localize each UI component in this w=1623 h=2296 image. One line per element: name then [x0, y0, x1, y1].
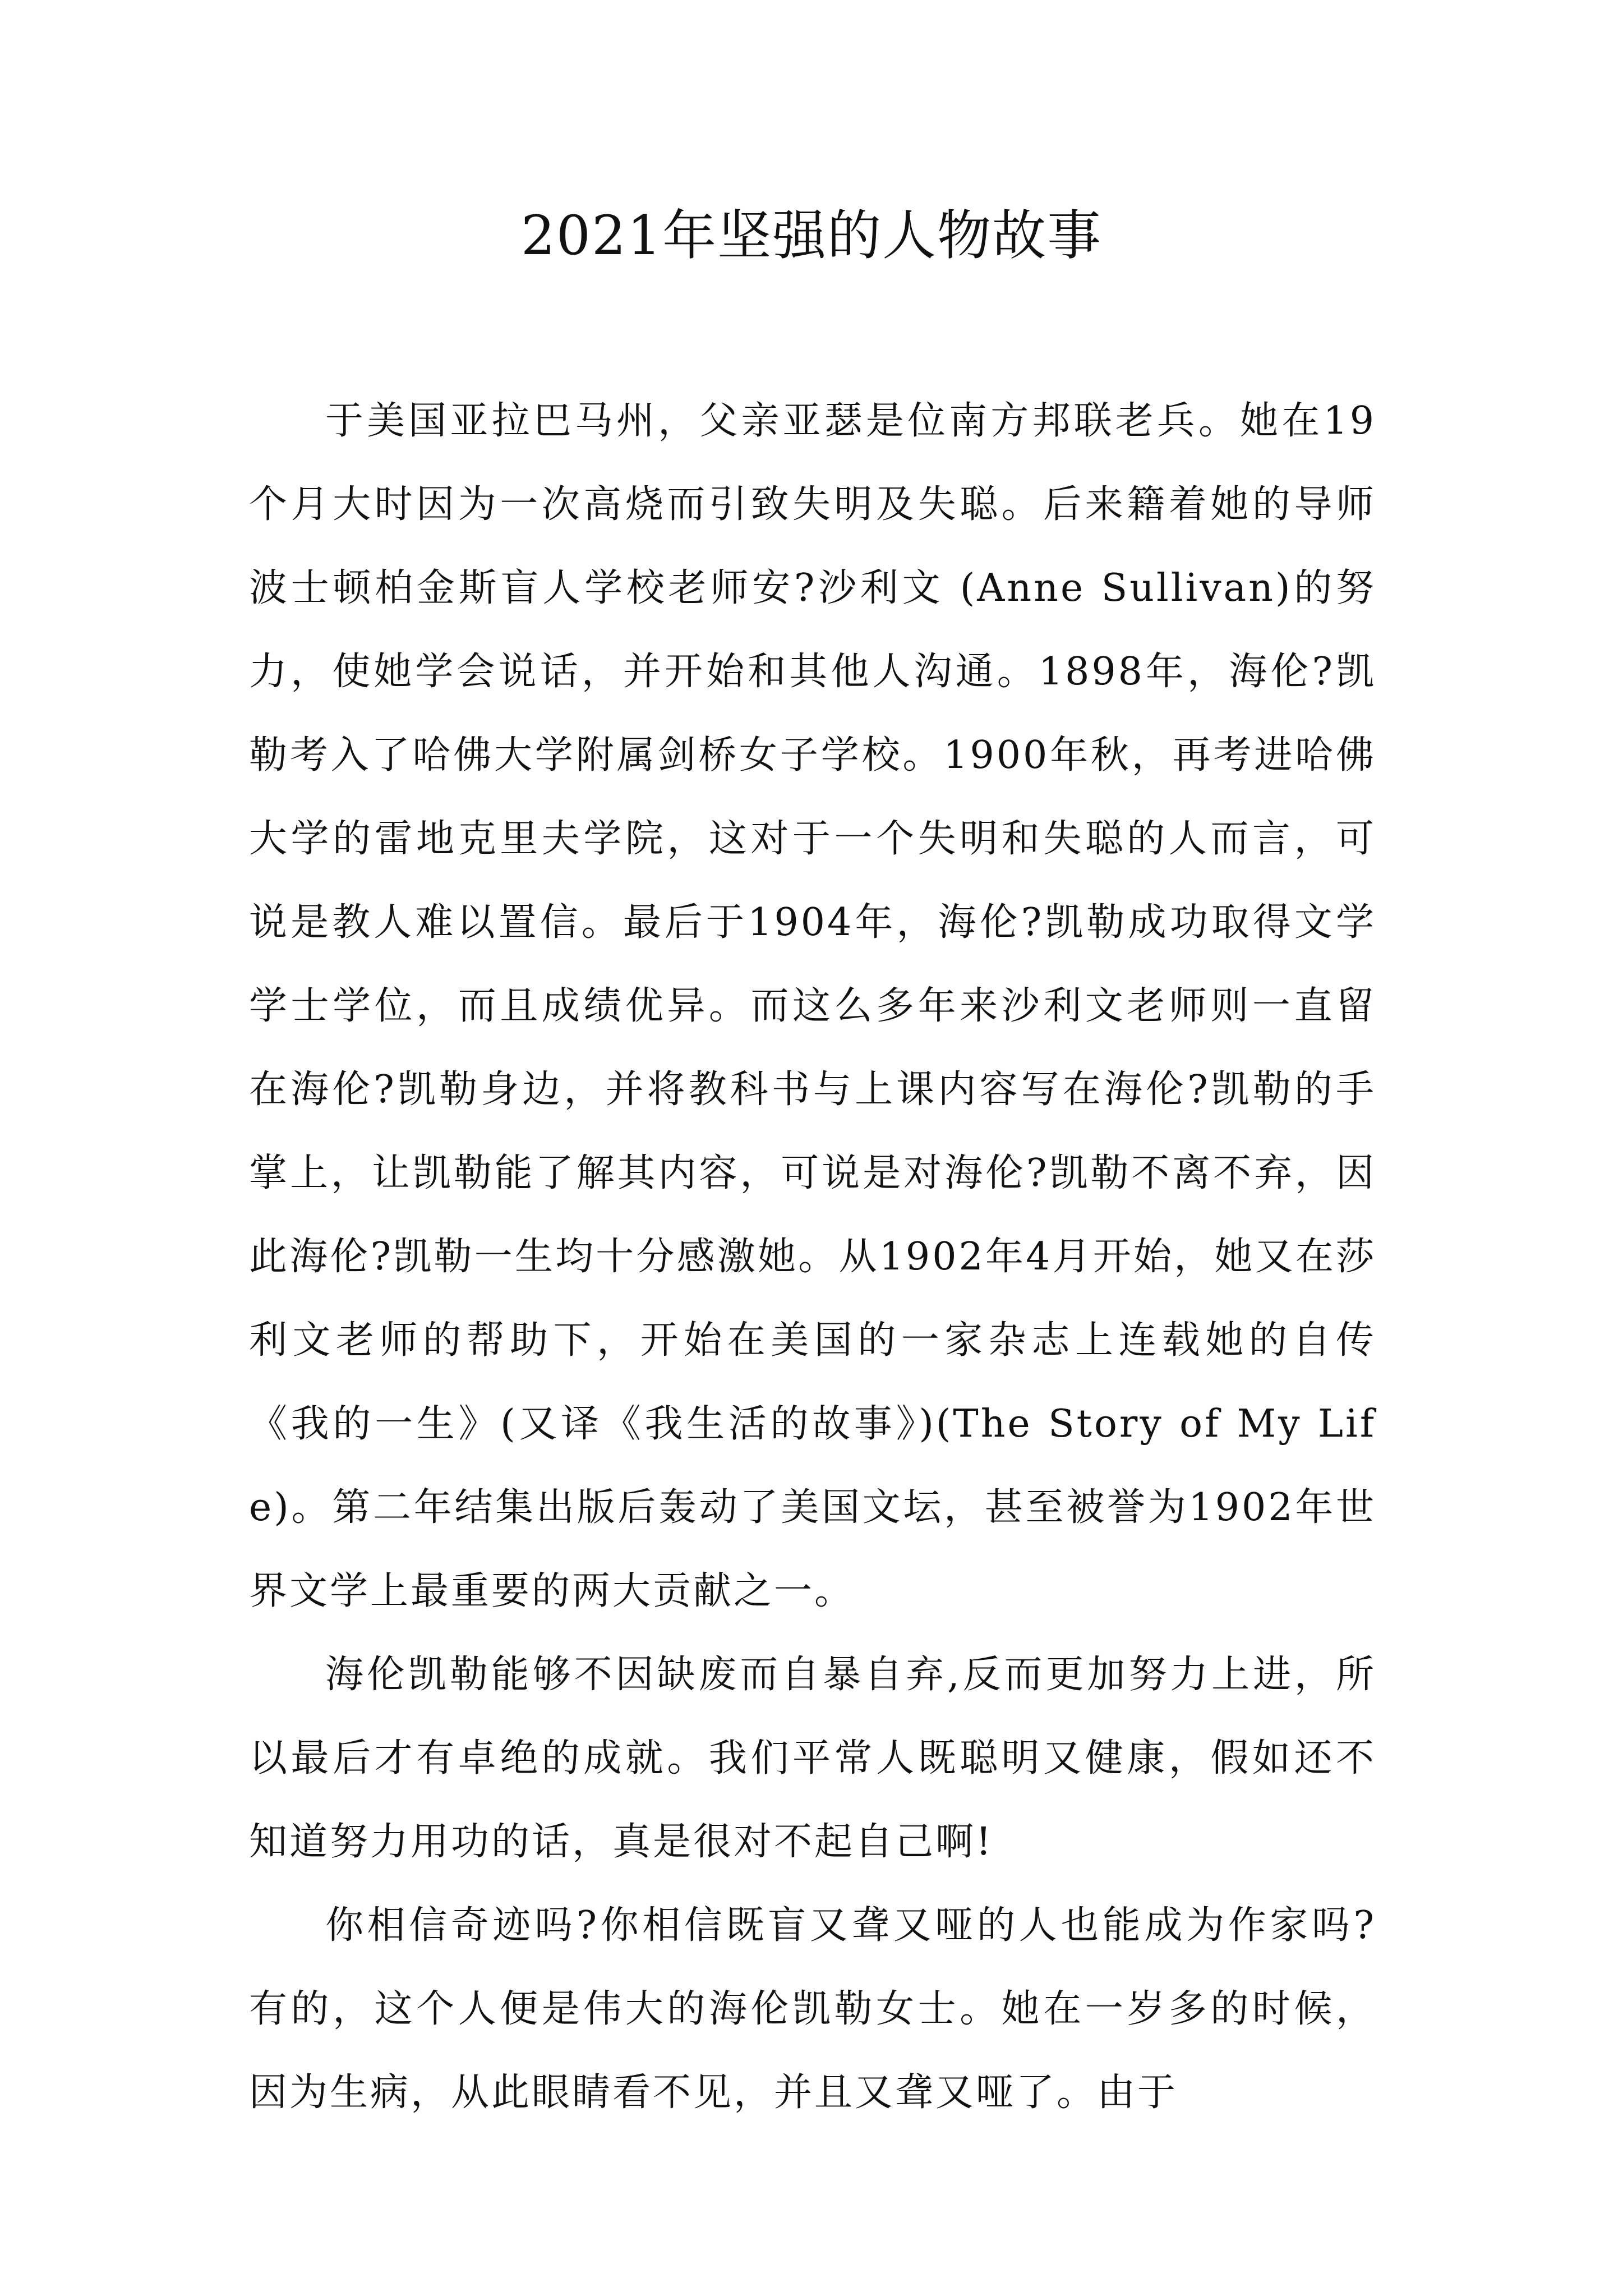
page-title: 2021年坚强的人物故事: [520, 204, 1103, 267]
paragraph-1: 于美国亚拉巴马州，父亲亚瑟是位南方邦联老兵。她在19个月大时因为一次高烧而引致失明及失聪。后来籍着她的导师波士顿柏金斯盲人学校老师安?沙利文 (Anne Sullivan)的努力，使她学会说话，并开始和其他人沟通。1898年，海伦?凯勒考入了哈佛大学附属剑桥女子学校。1900年秋，再考进哈佛大学的雷地克里夫学院，这对于一个失明和失聪的人而言，可说是教人难以置信。最后于1904年，海伦?凯勒成功取得文学学士学位，而且成绩优异。而这么多年来沙利文老师则一直留在海伦?凯勒身边，并将教科书与上课内容写在海伦?凯勒的手掌上，让凯勒能了解其内容，可说是对海伦?凯勒不离不弃，因此海伦?凯勒一生均十分感激她。从1902年4月开始，她又在莎利文老师的帮助下，开始在美国的一家杂志上连载她的自传《我的一生》(又译《我生活的故事》)(The Story of My Life)。第二年结集出版后轰动了美国文坛，甚至被誉为1902年世界文学上最重要的两大贡献之一。: [249, 399, 1376, 1613]
document-body: [249, 379, 1376, 2134]
paragraph-3: 你相信奇迹吗?你相信既盲又聋又哑的人也能成为作家吗?有的，这个人便是伟大的海伦凯勒女士。她在一岁多的时候，因为生病，从此眼睛看不见，并且又聋又哑了。由于: [249, 1903, 1376, 2115]
paragraph-2: 海伦凯勒能够不因缺废而自暴自弃,反而更加努力上进，所以最后才有卓绝的成就。我们平常人既聪明又健康，假如还不知道努力用功的话，真是很对不起自己啊!: [249, 1653, 1376, 1864]
